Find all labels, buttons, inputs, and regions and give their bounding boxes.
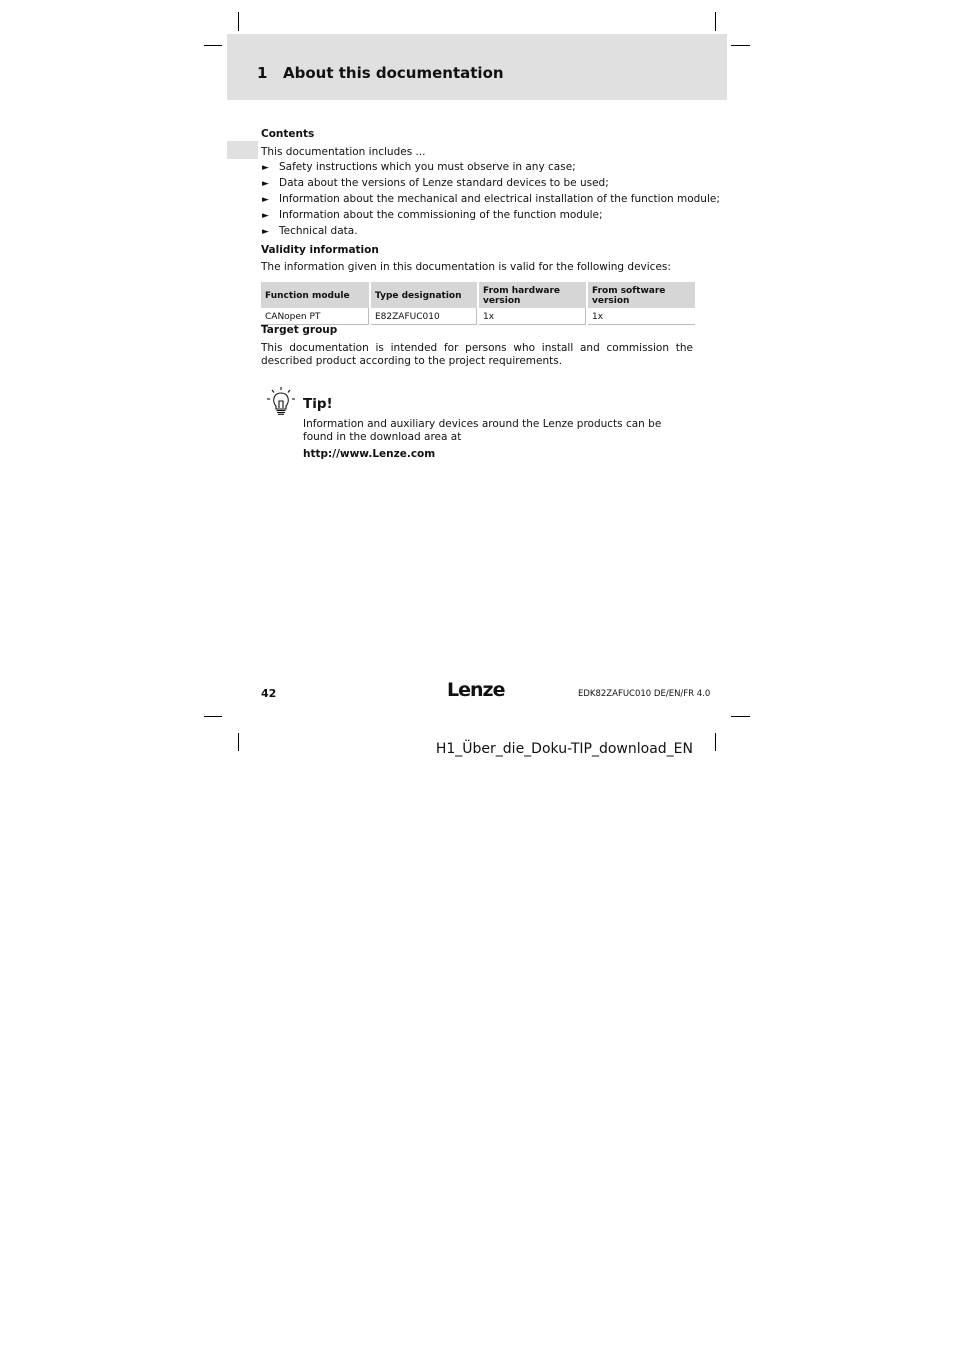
list-item: ► Information about the commissioning of the function module;: [262, 208, 720, 224]
target-text: This documentation is intended for persons who install and commission the described product according to the project requirements.: [261, 342, 693, 367]
crop-mark: [731, 45, 750, 46]
crop-mark: [715, 733, 716, 751]
table-header-cell: Function module: [261, 282, 369, 308]
contents-heading: Contents: [261, 128, 315, 140]
validity-intro: The information given in this documentation is valid for the following devices:: [261, 261, 671, 273]
arrow-bullet-icon: ►: [262, 227, 269, 237]
list-item: ► Data about the versions of Lenze standard devices to be used;: [262, 176, 720, 192]
chapter-number: 1: [257, 64, 268, 82]
crop-mark: [238, 12, 239, 31]
target-heading: Target group: [261, 324, 338, 336]
list-item: ► Safety instructions which you must observe in any case;: [262, 160, 720, 176]
crop-mark: [238, 733, 239, 751]
lenze-logo: Lenze: [447, 679, 505, 701]
download-link[interactable]: http://www.Lenze.com: [303, 448, 436, 460]
table-row: [261, 308, 695, 325]
crop-mark: [204, 45, 222, 46]
arrow-bullet-icon: ►: [262, 211, 269, 221]
validity-heading: Validity information: [261, 244, 379, 256]
list-item: ► Information about the mechanical and electrical installation of the function module;: [262, 192, 720, 208]
table-header-cell: From hardware version: [479, 282, 586, 308]
table-cell: 1x: [588, 308, 695, 325]
side-tab-marker: [227, 141, 258, 159]
arrow-bullet-icon: ►: [262, 179, 269, 189]
file-name-label: H1_Über_die_Doku-TIP_download_EN: [435, 741, 693, 757]
crop-mark: [731, 716, 750, 717]
page-number: 42: [261, 687, 277, 700]
crop-mark: [204, 716, 222, 717]
chapter-title: About this documentation: [283, 64, 504, 82]
arrow-bullet-icon: ►: [262, 195, 269, 205]
chapter-heading: [257, 64, 504, 82]
arrow-bullet-icon: ►: [262, 163, 269, 173]
lightbulb-icon: [266, 386, 296, 416]
table-header-cell: Type designation: [371, 282, 477, 308]
document-id: EDK82ZAFUC010 DE/EN/FR 4.0: [578, 689, 711, 699]
contents-intro: This documentation includes ...: [261, 146, 426, 158]
table-header-cell: From software version: [588, 282, 695, 308]
list-item: ► Technical data.: [262, 224, 720, 240]
contents-list: [262, 160, 720, 240]
validity-table: [259, 282, 697, 325]
tip-title: Tip!: [303, 396, 333, 412]
tip-text: Information and auxiliary devices around the Lenze products can be found in the download area at: [303, 418, 662, 443]
crop-mark: [715, 12, 716, 31]
table-cell: E82ZAFUC010: [371, 308, 477, 325]
table-cell: 1x: [479, 308, 586, 325]
table-cell: CANopen PT: [261, 308, 369, 325]
table-header-row: [261, 282, 695, 308]
